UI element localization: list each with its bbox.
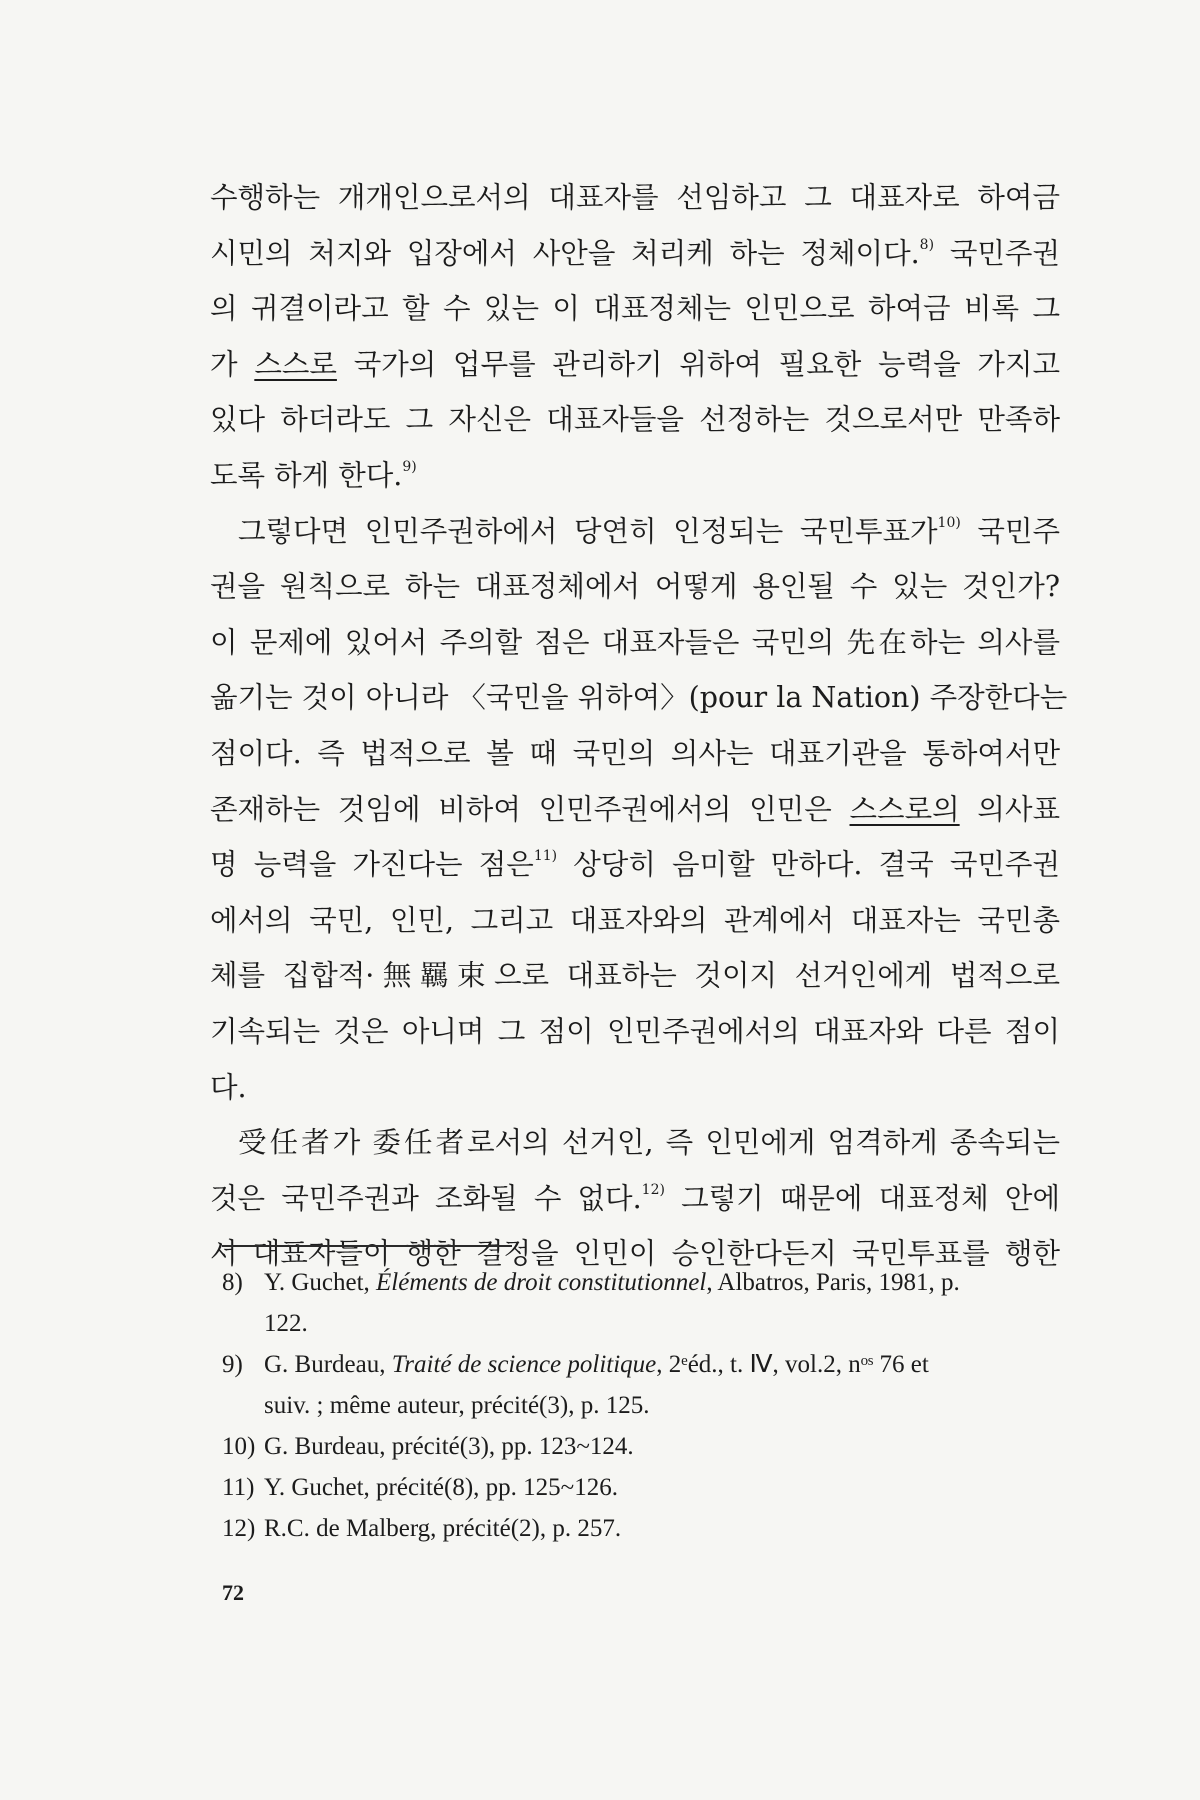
footnote: 10) G. Burdeau, précité(3), pp. 123~124. — [222, 1426, 1062, 1467]
footnote-ref[interactable]: 10) — [937, 514, 961, 531]
page-number: 72 — [222, 1580, 244, 1605]
footnote-ref[interactable]: 8) — [919, 236, 935, 253]
body-text — [210, 170, 1068, 1282]
footnote-mark: 10) — [222, 1433, 256, 1460]
footnote-divider — [222, 1245, 512, 1247]
text-line: 존재하는 것임에 비하여 인민주권에서의 인민은 스스로의 의사표 — [210, 792, 1061, 826]
text-line: 옮기는 것이 아니라 〈국민을 위하여〉(pour la Nation) 주장한다는 — [210, 681, 1068, 715]
footnote-ref[interactable]: 9) — [402, 458, 417, 475]
text-line: 기속되는 것은 아니며 그 점이 인민주권에서의 대표자와 다른 점이 — [210, 1014, 1060, 1048]
footnote-mark: 12) — [222, 1515, 256, 1542]
footnote-ref[interactable]: 12) — [641, 1181, 665, 1198]
text-line: 가 스스로 국가의 업무를 관리하기 위하여 필요한 능력을 가지고 — [210, 347, 1061, 381]
text-line: 의 귀결이라고 할 수 있는 이 대표정체는 인민으로 하여금 비록 그 — [210, 292, 1060, 326]
text-line: 있다 하더라도 그 자신은 대표자들을 선정하는 것으로서만 만족하 — [210, 403, 1060, 437]
text-line: 명 능력을 가진다는 점은$^{11)}$ 상당히 음미할 만하다. 결국 국민주권 — [210, 848, 1060, 882]
underlined-text: 스스로의 — [849, 792, 960, 826]
text-line: 점이다. 즉 법적으로 볼 때 국민의 의사는 대표기관을 통하여서만 — [210, 736, 1060, 770]
footnote-mark: 8) — [222, 1269, 243, 1296]
text-line: 것은 국민주권과 조화될 수 없다.$^{12)}$ 그렇기 때문에 대표정체 안에 — [210, 1181, 1060, 1215]
footnote: 9) G. Burdeau, Traité de science politique, 2ᵉéd., t. Ⅳ, vol.2, nᵒˢ 76 et suiv. ; même auteur, précité(3), p. 125. — [222, 1344, 1062, 1426]
cited-title: Éléments de droit constitutionnel — [376, 1269, 707, 1296]
text-line: 受任者가 委任者로서의 선거인, 즉 인민에게 엄격하게 종속되는 — [238, 1126, 1060, 1160]
text-line: 이 문제에 있어서 주의할 점은 대표자들은 국민의 先在하는 의사를 — [210, 625, 1060, 659]
footnote-mark: 9) — [222, 1351, 243, 1378]
cited-title: Traité de science politique — [391, 1351, 657, 1378]
text-line: 도록 하게 한다.$^{9)}$ — [210, 458, 417, 492]
footnote: 8) Y. Guchet, Éléments de droit constitutionnel, Albatros, Paris, 1981, p. 122. — [222, 1262, 1062, 1344]
text-line: 권을 원칙으로 하는 대표정체에서 어떻게 용인될 수 있는 것인가? — [210, 570, 1060, 604]
underlined-text: 스스로 — [254, 347, 337, 381]
footnote-ref[interactable]: 11) — [533, 848, 558, 865]
text-line: 체를 집합적·無羈束으로 대표하는 것이지 선거인에게 법적으로 — [210, 959, 1060, 993]
text-line: 그렇다면 인민주권하에서 당연히 인정되는 국민투표가$^{10)}$ 국민주 — [238, 514, 1061, 548]
text-line: 에서의 국민, 인민, 그리고 대표자와의 관계에서 대표자는 국민총 — [210, 903, 1060, 937]
footnotes — [222, 1262, 1062, 1549]
footnote-mark: 11) — [222, 1474, 255, 1501]
text-line: 시민의 처지와 입장에서 사안을 처리케 하는 정체이다.$^{8)}$ 국민주권 — [210, 236, 1060, 270]
text-line: 서 대표자들이 행한 결정을 인민이 승인한다든지 국민투표를 행한 — [210, 1237, 1060, 1271]
text-line: 수행하는 개개인으로서의 대표자를 선임하고 그 대표자로 하여금 — [210, 181, 1060, 214]
text-line: 다. — [210, 1070, 247, 1104]
footnote: 11) Y. Guchet, précité(8), pp. 125~126. — [222, 1467, 1062, 1508]
footnote: 12) R.C. de Malberg, précité(2), p. 257. — [222, 1508, 1062, 1549]
